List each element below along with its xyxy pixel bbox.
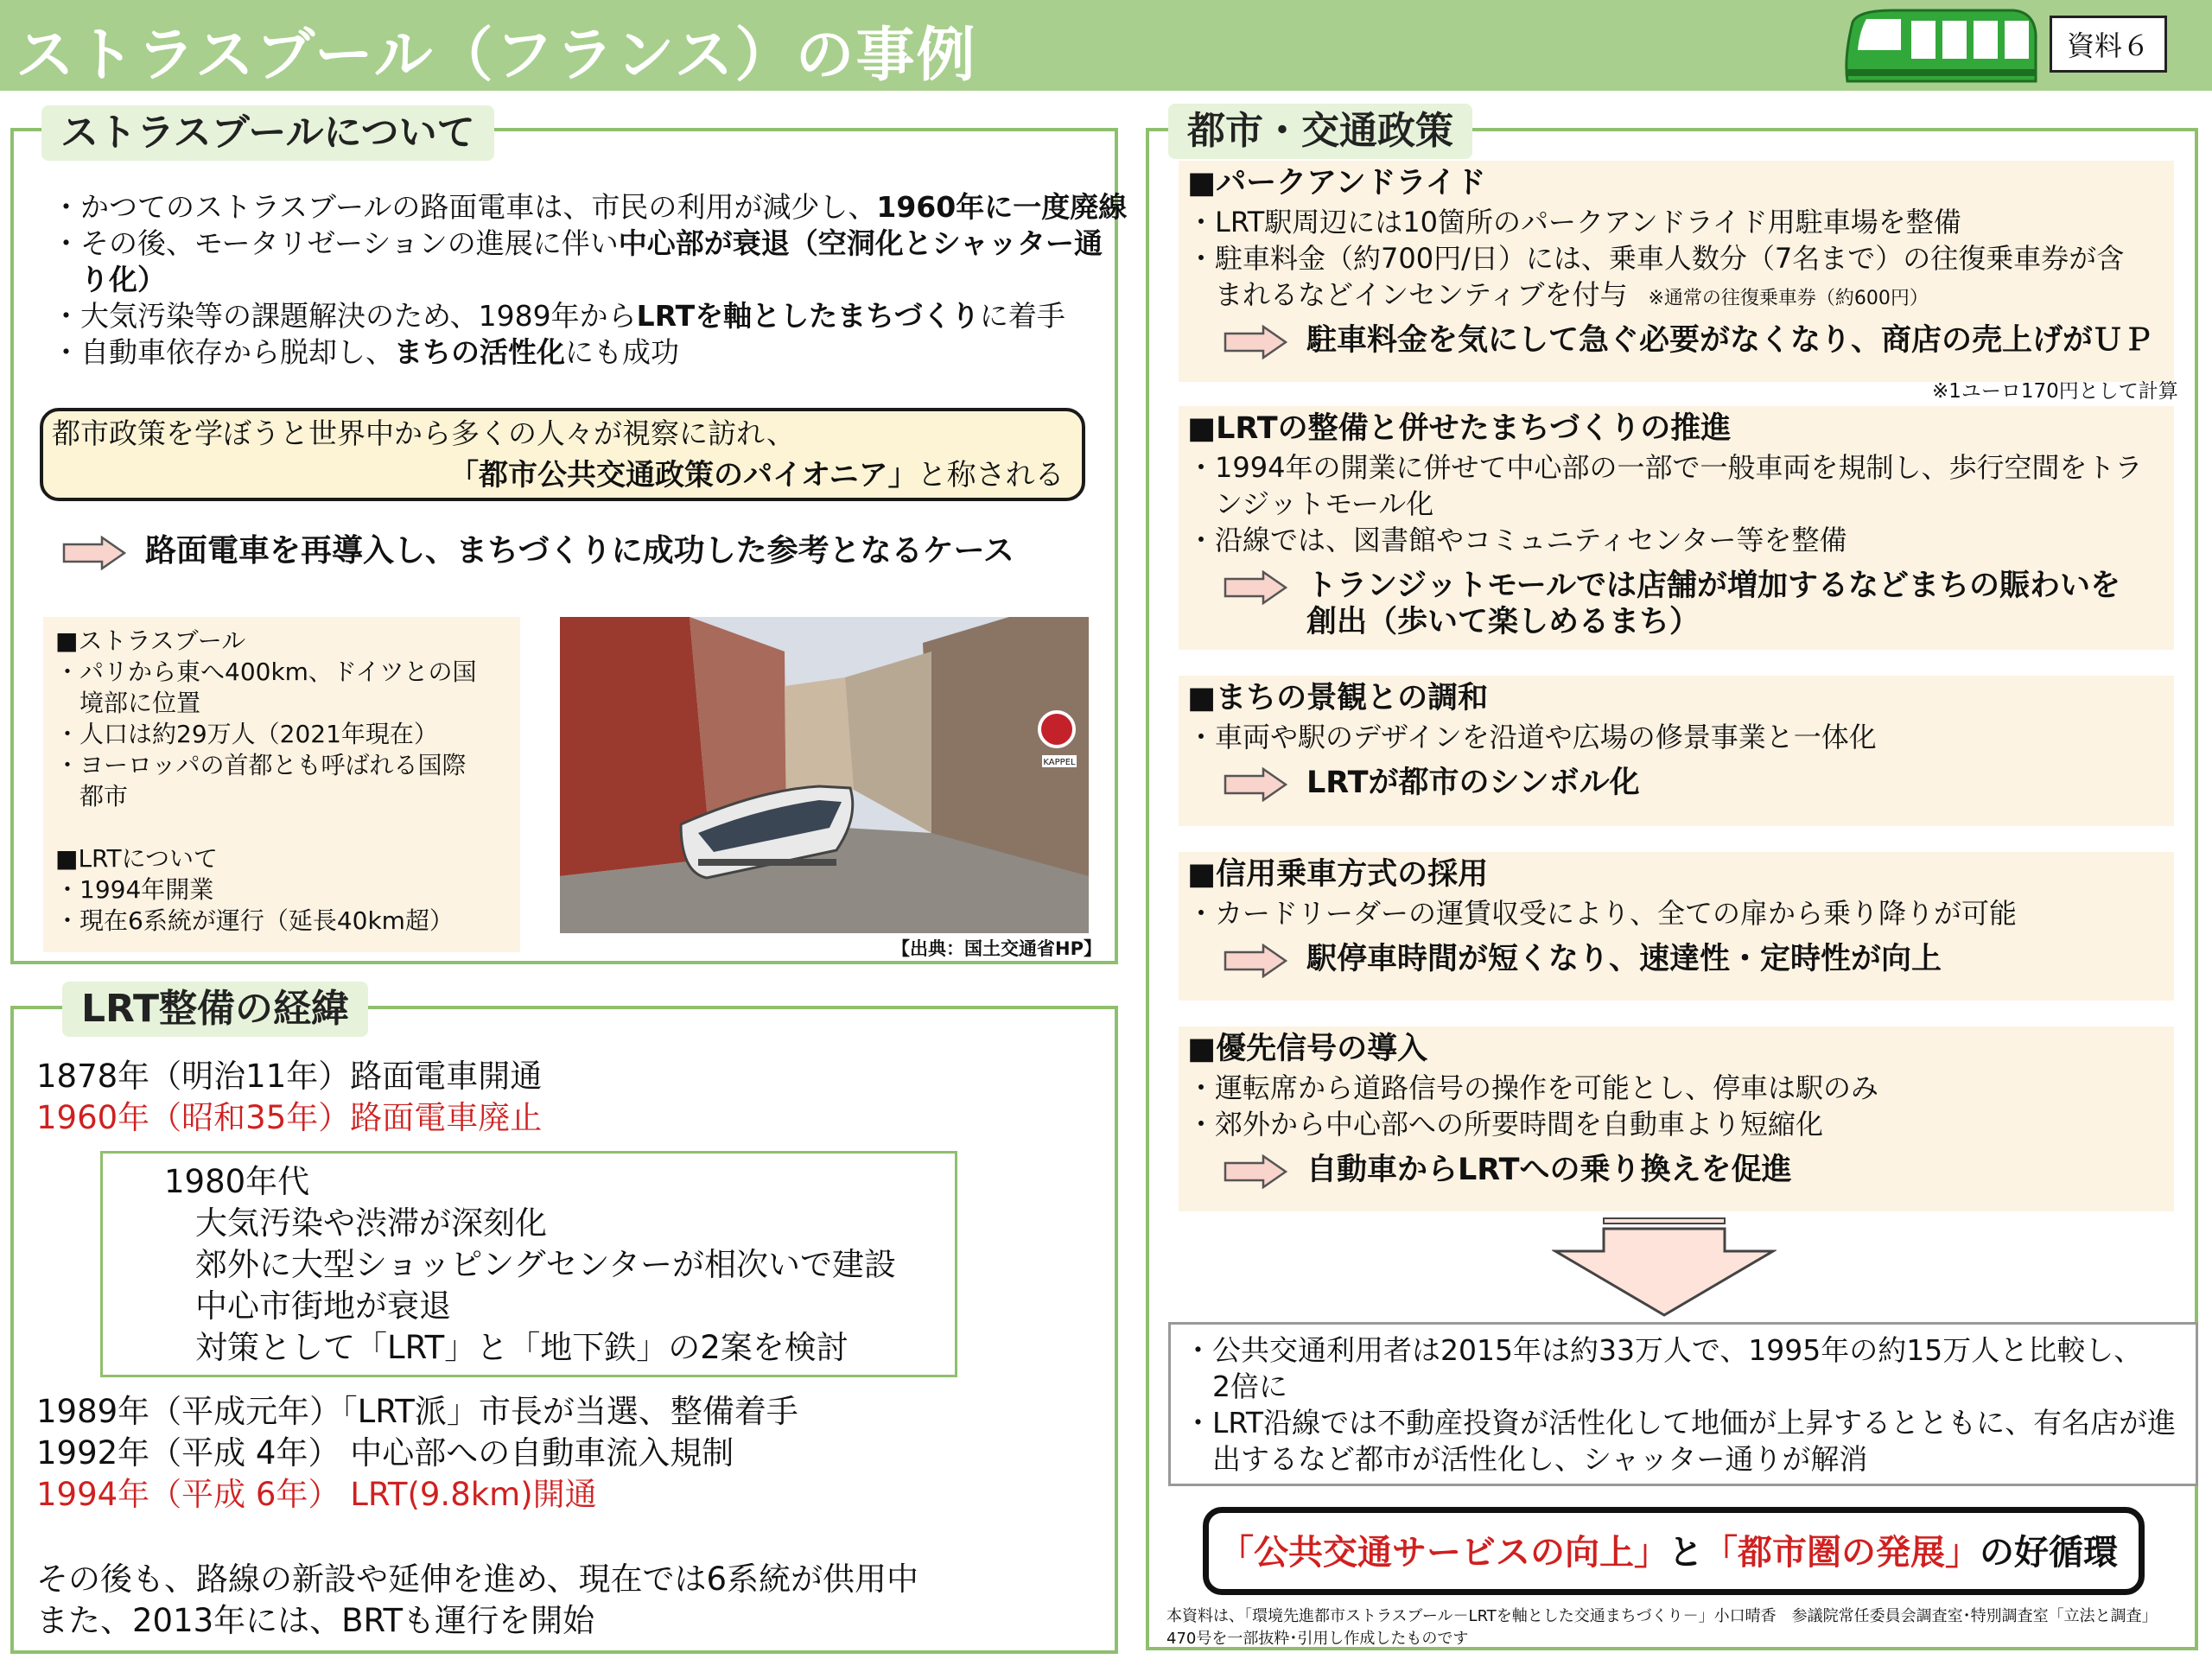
tram-street-photo (560, 617, 1089, 933)
history-entry: 1994年（平成 6年） LRT(9.8km)開通 (36, 1476, 597, 1513)
bullet-run: ・自動車依存から脱却し、 (52, 335, 394, 369)
about-conclusion: 路面電車を再導入し、まちづくりに成功した参考となるケース (145, 533, 1014, 569)
policy-block-result: 創出（歩いて楽しめるまち） (1306, 605, 1700, 639)
eighties-item: 郊外に大型ショッピングセンターが相次いで建設 (195, 1246, 897, 1283)
right-arrow-icon (1224, 570, 1287, 605)
city-info-line: ■ストラスブール (55, 626, 246, 655)
photo-source-caption: 【出典：国土交通省HP】 (892, 938, 1102, 959)
policy-block-line: ・運転席から道路信号の操作を可能とし、停車は駅のみ (1187, 1071, 1879, 1104)
about-section-title: ストラスブールについて (41, 105, 494, 161)
page-title: ストラスブール（フランス）の事例 (16, 22, 977, 90)
virtuous-cycle-text (1219, 1530, 2118, 1575)
right-arrow-icon (62, 536, 126, 570)
bullet-run: LRTを軸としたまちづくり (636, 299, 980, 333)
history-section-title: LRT整備の経緯 (62, 982, 368, 1037)
policy-block-heading: ■優先信号の導入 (1187, 1032, 1428, 1066)
history-entry: 1878年（明治11年）路面電車開通 (36, 1058, 543, 1095)
policy-block-result: 駅停車時間が短くなり、速達性・定時性が向上 (1306, 942, 1942, 976)
callout-line-1: 都市政策を学ぼうと世界中から多くの人々が視察に訪れ、 (52, 416, 795, 450)
bullet-run: ・その後、モータリゼーションの進展に伴い (52, 226, 619, 260)
outcome-line: ・公共交通利用者は2015年は約33万人で、1995年の約15万人と比較し、 (1184, 1333, 2143, 1367)
policy-block-line: ・郊外から中心部への所要時間を自動車より短縮化 (1187, 1108, 1824, 1141)
policy-block-result: 駐車料金を気にして急ぐ必要がなくなり、商店の売上げがＵＰ (1306, 323, 2154, 358)
policy-block-heading: ■LRTの整備と併せたまちづくりの推進 (1187, 411, 1732, 446)
bullet-run: り化） (52, 263, 166, 296)
right-arrow-icon (1224, 767, 1287, 802)
policy-block-line: ・車両や駅のデザインを沿道や広場の修景事業と一体化 (1187, 721, 1877, 753)
source-line: 本資料は、「環境先進都市ストラスブール－LRTを軸とした交通まちづくり－」小口晴香 参議院常任委員会調査室･特別調査室「立法と調査」 (1166, 1607, 2158, 1625)
policy-block-line: ・駐車料金（約700円/日）には、乗車人数分（7名まで）の往復乗車券が含 (1187, 242, 2125, 275)
bullet-run: ・大気汚染等の課題解決のため、1989年から (52, 299, 637, 333)
history-closing-line: また、2013年には、BRTも運行を開始 (36, 1602, 595, 1639)
policy-block-result: 自動車からLRTへの乗り換えを促進 (1306, 1153, 1792, 1187)
policy-block-line: ・1994年の開業に併せて中心部の一部で一般車両を規制し、歩行空間をトラ (1187, 451, 2143, 484)
street-sign-text: KAPPEL (1043, 758, 1076, 767)
eighties-item: 大気汚染や渋滞が深刻化 (195, 1205, 547, 1242)
outcome-line: 2倍に (1184, 1370, 1287, 1403)
bullet-run: に着手 (979, 299, 1065, 333)
exchange-rate-note: ※1ユーロ170円として計算 (1932, 380, 2178, 403)
policy-block-heading: ■信用乗車方式の採用 (1187, 857, 1489, 892)
policy-block-note: ※通常の往復乗車券（約600円） (1648, 288, 1929, 309)
history-entry: 1960年（昭和35年）路面電車廃止 (36, 1099, 543, 1136)
tram-icon (1840, 5, 2039, 88)
city-info-line: 境部に位置 (55, 689, 201, 717)
outcome-line: ・LRT沿線では不動産投資が活性化して地価が上昇するとともに、有名店が進 (1184, 1406, 2177, 1440)
bullet-run: 1960年に一度廃線 (876, 190, 1128, 224)
about-bullet (52, 261, 166, 299)
history-entry: 1989年（平成元年）「LRT派」市長が当選、整備着手 (36, 1393, 798, 1430)
policy-block-result: LRTが都市のシンボル化 (1306, 766, 1640, 800)
policy-block-line: ンジットモール化 (1187, 487, 1434, 520)
city-info-line: ・現在6系統が運行（延長40km超） (55, 906, 454, 935)
history-entry: 1992年（平成 4年） 中心部への自動車流入規制 (36, 1434, 734, 1471)
down-arrow-icon (1552, 1217, 1777, 1319)
bullet-run: まちの活性化 (394, 335, 565, 369)
history-closing-line: その後も、路線の新設や延伸を進め、現在では6系統が供用中 (36, 1560, 919, 1598)
cycle-tail: の好循環 (1980, 1533, 2118, 1573)
policy-block-line-text: まれるなどインセンティブを付与 (1187, 278, 1628, 311)
policy-block-result: トランジットモールでは店舗が増加するなどまちの賑わいを (1306, 569, 2121, 603)
eighties-item: 中心市街地が衰退 (195, 1287, 451, 1325)
policy-block-line (1187, 276, 1929, 317)
bullet-run: ・かつてのストラスブールの路面電車は、市民の利用が減少し、 (52, 190, 877, 224)
virtuous-cycle-box (1203, 1507, 2145, 1595)
cycle-red-2: 「都市圏の発展」 (1703, 1533, 1980, 1573)
city-info-line: ・ヨーロッパの首都とも呼ばれる国際 (55, 751, 467, 779)
city-info-line: 都市 (55, 782, 129, 810)
policy-block-line: ・カードリーダーの運賃収受により、全ての扉から乗り降りが可能 (1187, 897, 2018, 930)
policy-block-heading: ■まちの景観との調和 (1187, 681, 1489, 715)
pioneer-callout (40, 408, 1085, 501)
policy-block-line: ・沿線では、図書館やコミュニティセンター等を整備 (1187, 524, 1847, 556)
policy-block-heading: ■パークアンドライド (1187, 166, 1486, 200)
about-bullet (52, 297, 1065, 335)
about-bullet (52, 225, 1103, 263)
right-arrow-icon (1224, 325, 1287, 359)
city-info-line: ・1994年開業 (55, 875, 214, 904)
city-info-line: ・人口は約29万人（2021年現在） (55, 720, 438, 748)
right-arrow-icon (1224, 944, 1287, 978)
eighties-item: 対策として「LRT」と「地下鉄」の2案を検討 (195, 1329, 849, 1366)
callout-bold-text: 「都市公共交通政策のパイオニア」 (449, 458, 918, 493)
bullet-run: 中心部が衰退（空洞化とシャッター通 (618, 226, 1103, 260)
document-number-label: 資料６ (2050, 16, 2167, 73)
callout-line-2 (449, 456, 1065, 494)
cycle-mid: と (1669, 1533, 1703, 1573)
callout-tail-text: と称される (917, 458, 1065, 493)
source-line: 470号を一部抜粋･引用し作成したものです (1166, 1630, 1469, 1648)
about-bullet (52, 334, 679, 372)
policy-section-title: 都市・交通政策 (1168, 104, 1472, 159)
policy-block-line: ・LRT駅周辺には10箇所のパークアンドライド用駐車場を整備 (1187, 206, 1961, 238)
outcome-line: 出するなど都市が活性化し、シャッター通りが解消 (1184, 1442, 1868, 1476)
bullet-run: にも成功 (565, 335, 679, 369)
city-info-line: ・パリから東へ400km、ドイツとの国 (55, 658, 477, 686)
city-info-line: ■LRTについて (55, 844, 219, 873)
right-arrow-icon (1224, 1154, 1287, 1189)
cycle-red-1: 「公共交通サービスの向上」 (1219, 1533, 1669, 1573)
about-bullet (52, 188, 1127, 226)
eighties-heading: 1980年代 (164, 1163, 310, 1200)
